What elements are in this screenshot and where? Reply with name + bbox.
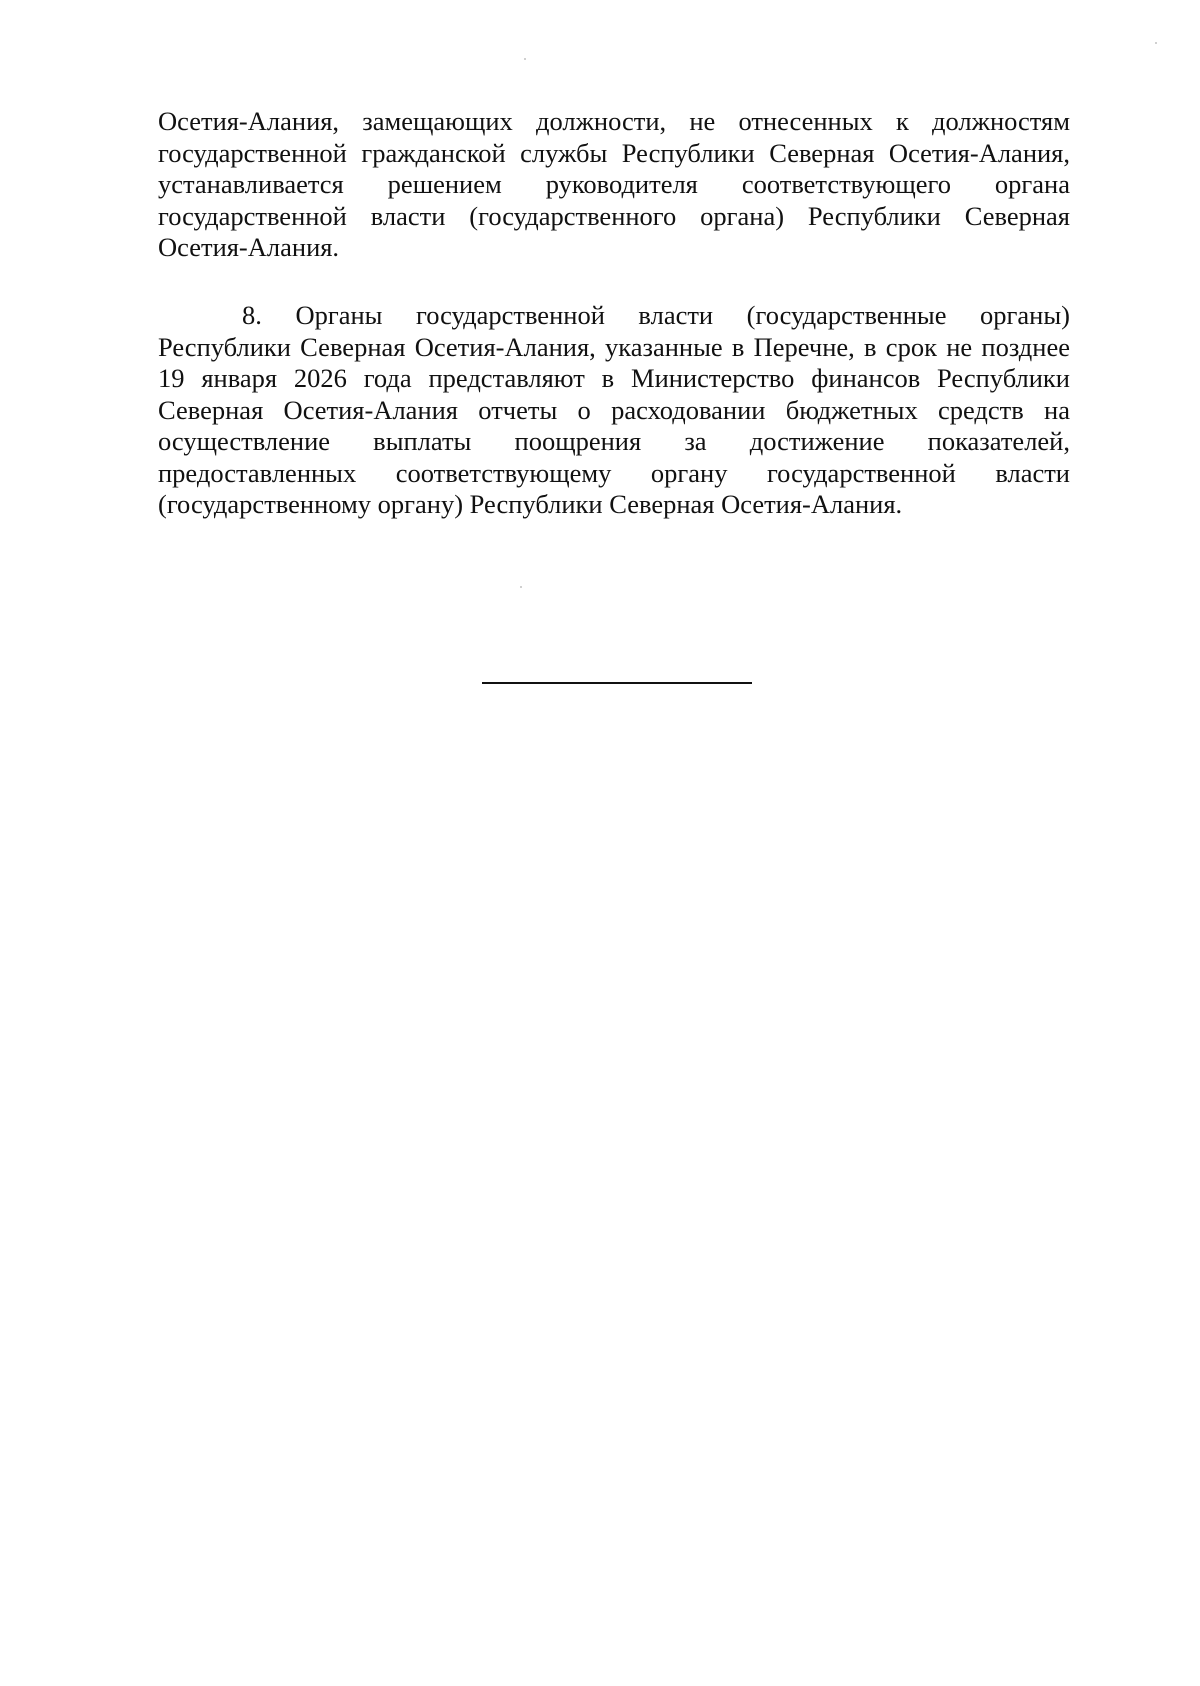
scan-speck [520,586,522,588]
paragraph-continuation: Осетия-Алания, замещающих должности, не отнесенных к должностям государственной гражданской службы Республики Северная Осетия-Алания, устанавливается решением руководителя соответствующего органа государственной власти (государственного органа) Республики Северная Осетия-Алания. [158,106,1070,262]
end-of-document-rule [482,682,752,684]
scan-speck [1155,42,1157,44]
paragraph-8: 8. Органы государственной власти (государственные органы) Республики Северная Осетия-Алания, указанные в Перечне, в срок не позднее 19 января 2026 года представляют в Министерство финансов Республики Северная Осетия-Алания отчеты о расходовании бюджетных средств на осуществление выплаты поощрения за достижение показателей, предоставленных соответствующему органу государственной власти (государственному органу) Республики Северная Осетия-Алания. [158,300,1070,519]
scan-speck [524,58,526,60]
